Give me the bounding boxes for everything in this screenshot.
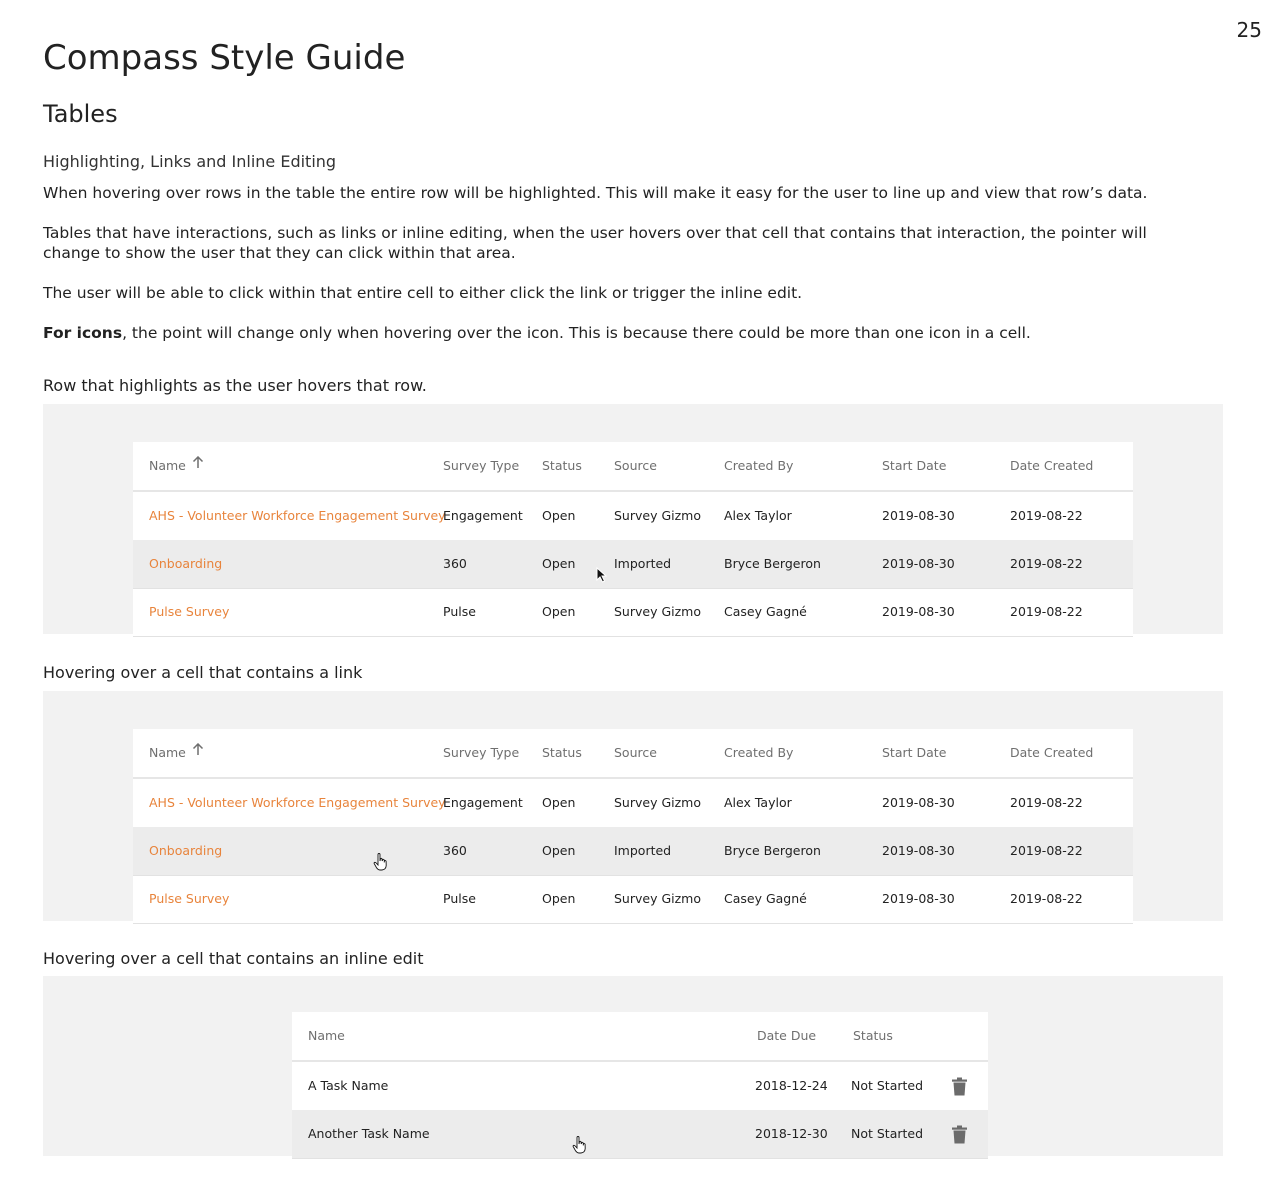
status-cell: Open [542,891,576,906]
survey-name-link[interactable]: AHS - Volunteer Workforce Engagement Survey [149,508,446,523]
status-cell: Open [542,604,576,619]
column-header-name[interactable]: Name [308,1028,345,1043]
survey-name-link[interactable]: Pulse Survey [149,604,230,619]
created-by-cell: Alex Taylor [724,795,792,810]
column-header-status[interactable]: Status [542,745,582,760]
arrow-up-icon[interactable] [192,728,204,776]
status-cell: Not Started [851,1078,924,1093]
status-cell: Open [542,795,576,810]
table-row-highlighted[interactable] [292,1110,988,1159]
survey-type-cell: Pulse [443,604,476,619]
source-cell: Imported [614,556,672,571]
column-header-start-date[interactable]: Start Date [882,745,947,760]
start-date-cell: 2019-08-30 [882,604,955,619]
task-name-cell[interactable]: Another Task Name [308,1126,430,1141]
start-date-cell: 2019-08-30 [882,843,955,858]
trash-icon[interactable] [951,1125,968,1144]
date-created-cell: 2019-08-22 [1010,795,1083,810]
start-date-cell: 2019-08-30 [882,556,955,571]
column-header-start-date[interactable]: Start Date [882,458,947,473]
paragraph-icons-bold: For icons [43,324,123,342]
hand-pointer-icon [373,853,389,871]
created-by-cell: Casey Gagné [724,604,807,619]
source-cell: Survey Gizmo [614,604,701,619]
column-header-date-created[interactable]: Date Created [1010,745,1094,760]
created-by-cell: Bryce Bergeron [724,843,821,858]
column-header-source[interactable]: Source [614,458,657,473]
column-header-created-by[interactable]: Created By [724,745,794,760]
table-row[interactable] [133,588,1133,637]
paragraph-icons-rest: , the point will change only when hovering over the icon. This is because there could be more than one icon in a cell. [122,324,1031,342]
survey-type-cell: Pulse [443,891,476,906]
arrow-up-icon[interactable] [192,441,204,489]
column-header-name[interactable] [149,442,204,490]
caption-row-hover: Row that highlights as the user hovers that row. [43,376,427,395]
source-cell: Survey Gizmo [614,795,701,810]
status-cell: Open [542,843,576,858]
date-created-cell: 2019-08-22 [1010,508,1083,523]
survey-name-link[interactable]: Pulse Survey [149,891,230,906]
table-row[interactable] [133,492,1133,541]
column-header-label: Name [149,458,186,473]
table-row-highlighted[interactable] [133,827,1133,876]
date-created-cell: 2019-08-22 [1010,843,1083,858]
table-header-row [133,442,1133,492]
source-cell: Survey Gizmo [614,508,701,523]
column-header-status[interactable]: Status [853,1028,893,1043]
demo-panel-inline-edit-hover [43,976,1223,1156]
column-header-survey-type[interactable]: Survey Type [443,458,520,473]
survey-type-cell: Engagement [443,795,523,810]
survey-table-link-hover [133,729,1133,921]
demo-panel-link-hover [43,691,1223,921]
created-by-cell: Casey Gagné [724,891,807,906]
date-due-cell: 2018-12-30 [755,1126,828,1141]
table-header-row [133,729,1133,779]
start-date-cell: 2019-08-30 [882,508,955,523]
document-title: Compass Style Guide [43,38,406,78]
caption-link-hover: Hovering over a cell that contains a link [43,663,363,682]
survey-type-cell: Engagement [443,508,523,523]
paragraph-click-cell: The user will be able to click within that entire cell to either click the link or trigger the inline edit. [43,284,803,302]
caption-inline-edit-hover: Hovering over a cell that contains an inline edit [43,949,424,968]
column-header-name[interactable] [149,729,204,777]
status-cell: Not Started [851,1126,924,1141]
trash-icon[interactable] [951,1077,968,1096]
column-header-date-created[interactable]: Date Created [1010,458,1094,473]
hand-pointer-icon [572,1136,588,1154]
table-header-row [292,1012,988,1062]
section-title: Tables [43,100,118,128]
arrow-cursor-icon [596,567,608,583]
column-header-status[interactable]: Status [542,458,582,473]
paragraph-icons [43,323,1163,343]
subsection-title: Highlighting, Links and Inline Editing [43,152,337,171]
source-cell: Survey Gizmo [614,891,701,906]
demo-panel-row-hover [43,404,1223,634]
survey-name-link[interactable]: Onboarding [149,843,223,858]
table-row-highlighted[interactable] [133,540,1133,589]
table-row[interactable] [133,779,1133,828]
page-number: 25 [1236,18,1262,42]
status-cell: Open [542,508,576,523]
created-by-cell: Bryce Bergeron [724,556,821,571]
column-header-source[interactable]: Source [614,745,657,760]
date-created-cell: 2019-08-22 [1010,891,1083,906]
column-header-date-due[interactable]: Date Due [757,1028,817,1043]
task-name-cell[interactable]: A Task Name [308,1078,389,1093]
survey-name-link[interactable]: AHS - Volunteer Workforce Engagement Survey [149,795,446,810]
source-cell: Imported [614,843,672,858]
start-date-cell: 2019-08-30 [882,891,955,906]
table-row[interactable] [133,875,1133,924]
survey-name-link[interactable]: Onboarding [149,556,223,571]
survey-type-cell: 360 [443,843,467,858]
column-header-created-by[interactable]: Created By [724,458,794,473]
date-due-cell: 2018-12-24 [755,1078,828,1093]
start-date-cell: 2019-08-30 [882,795,955,810]
status-cell: Open [542,556,576,571]
column-header-survey-type[interactable]: Survey Type [443,745,520,760]
date-created-cell: 2019-08-22 [1010,556,1083,571]
date-created-cell: 2019-08-22 [1010,604,1083,619]
survey-table-row-hover [133,442,1133,634]
column-header-label: Name [149,745,186,760]
paragraph-interactions: Tables that have interactions, such as links or inline editing, when the user hovers over that cell that contains that interaction, the pointer will change to show the user that they can click within that area. [43,224,1147,262]
survey-type-cell: 360 [443,556,467,571]
table-row[interactable] [292,1062,988,1111]
created-by-cell: Alex Taylor [724,508,792,523]
paragraph-row-highlight: When hovering over rows in the table the entire row will be highlighted. This will make it easy for the user to line up and view that row’s data. [43,184,1148,202]
task-table [292,1012,988,1156]
